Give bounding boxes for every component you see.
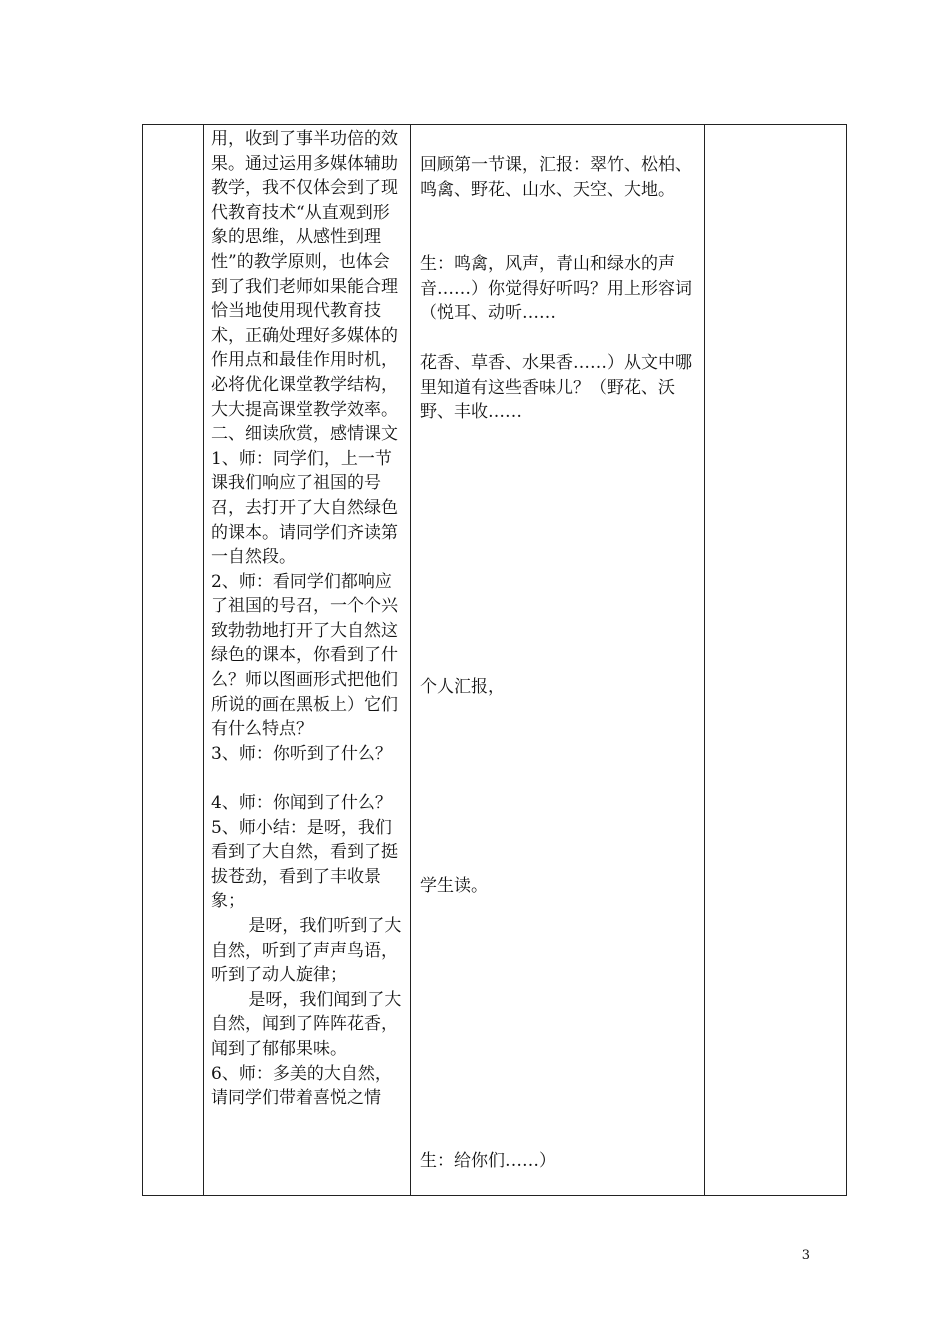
lesson-plan-table <box>142 124 847 1196</box>
spacer <box>211 766 406 791</box>
teacher-paragraph: 3、师：你听到了什么？ <box>211 743 392 764</box>
student-block: 生：鸣禽，风声，青山和绿水的声音……）你觉得好听吗？用上形容词（悦耳、动听…… <box>420 254 692 324</box>
teacher-paragraph: 二、细读欣赏，感情课文 <box>211 424 398 445</box>
teacher-paragraph: 是呀，我们闻到了大自然，闻到了阵阵花香，闻到了郁郁果味。 <box>211 989 402 1059</box>
student-block: 个人汇报， <box>420 677 505 697</box>
page-number: 3 <box>801 1248 810 1263</box>
teacher-paragraph: 用，收到了事半功倍的效果。通过运用多媒体辅助教学，我不仅体会到了现代教育技术“从直观到形象的思维，从感性到理性”的教学原则，也体会到了我们老师如果能合理恰当地使用现代教育技术，正确处理好多媒体的作用点和最佳作用时机，必将优化课堂教学结构，大大提高课堂教学效率。 <box>211 129 398 420</box>
teacher-paragraph: 是呀，我们听到了大自然，听到了声声鸟语，听到了动人旋律； <box>211 916 402 986</box>
teacher-paragraph: 1、师：同学们，上一节课我们响应了祖国的号召，去打开了大自然绿色的课本。请同学们齐读第一自然段。 <box>211 448 398 568</box>
notes-cell <box>705 125 847 1196</box>
teacher-paragraph: 4、师：你闻到了什么？ <box>211 793 392 814</box>
student-activity-cell <box>411 125 705 1196</box>
teacher-paragraph: 6、师：多美的大自然，请同学们带着喜悦之情 <box>211 1063 392 1109</box>
teacher-activity-cell <box>204 125 411 1196</box>
blank-label-cell <box>143 125 204 1196</box>
student-block: 生：给你们……） <box>420 1151 556 1171</box>
table-row <box>143 125 847 1196</box>
student-block: 花香、草香、水果香……）从文中哪里知道有这些香味儿？（野花、沃野、丰收…… <box>420 353 692 423</box>
teacher-paragraph: 5、师小结：是呀，我们看到了大自然，看到了挺拔苍劲，看到了丰收景象； <box>211 817 398 912</box>
teacher-paragraph: 2、师：看同学们都响应了祖国的号召，一个个兴致勃勃地打开了大自然这绿色的课本，你看到了什么？师以图画形式把他们所说的画在黑板上）它们有什么特点？ <box>211 571 398 740</box>
student-block: 学生读。 <box>420 876 488 896</box>
student-block: 回顾第一节课，汇报：翠竹、松柏、鸣禽、野花、山水、天空、大地。 <box>420 155 692 200</box>
